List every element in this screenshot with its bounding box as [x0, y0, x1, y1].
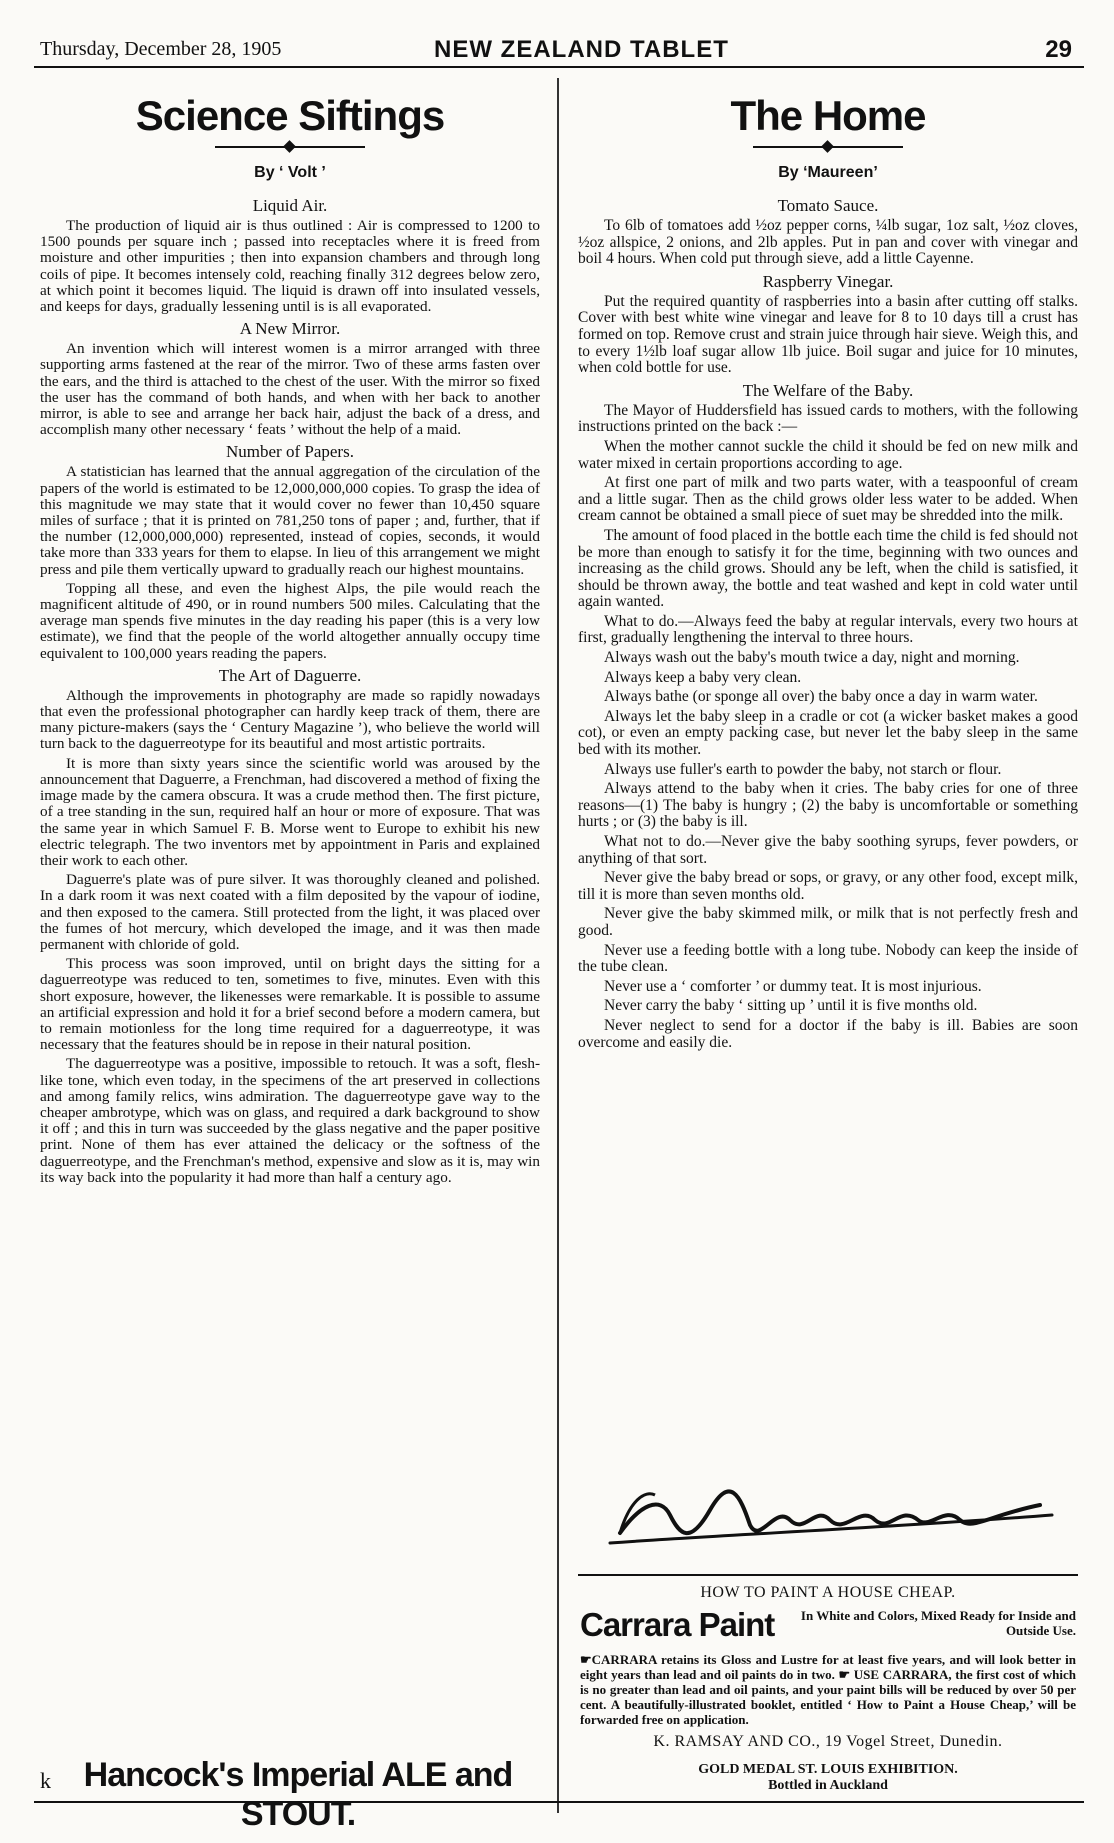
article-paragraph: Never neglect to send for a doctor if the baby is ill. Babies are soon overcome and easily die.: [578, 1016, 1078, 1051]
article-paragraph: At first one part of milk and two parts water, with a teaspoonful of cream and a little sugar. Then as the child grows older less water to be added. When cream cannot be obtained a small piece of suet may be shredded into the milk.: [578, 474, 1078, 525]
ad-body: ☛CARRARA retains its Gloss and Lustre for at least five years, and will look better in eight years than lead and oil paints do in two. ☛ USE CARRARA, the first cost of which is no greater than lead and oil paints, and your paint bills will be reduced by over 50 per cent. A beautifully-illustrated booklet, entitled ‘ How to Paint a House Cheap,’ will be forwarded free on application.: [580, 1652, 1076, 1727]
article-paragraph: The daguerreotype was a positive, impossible to retouch. It was a soft, flesh-like tone, which even today, in the specimens of the art preserved in collections and among family relics, wins admiration. The daguerreotype gave way to the cheaper ambrotype, which was on glass, and required a dark background to show it off ; and this in turn was succeeded by the glass negative and the paper positive print. None of them has ever attained the delicacy or the softness of the daguerreotype, and the Frenchman's method, expensive and slow as it is, may win its way back into the popularity it had more than half a century ago.: [40, 1055, 540, 1186]
column-title: The Home: [730, 92, 926, 139]
article-paragraph: A statistician has learned that the annual aggregation of the circulation of the papers of the world is estimated to be 12,000,000,000 copies. To grasp the idea of this magnitude we may state that it would cover no fewer than 10,450 square miles of surface ; that it is printed on 781,250 tons of paper ; and, further, that if the number (12,000,000,000) represented, instead of copies, seconds, it would take more than 333 years for them to elapse. In lieu of this arrangement we might press and pile them vertically upward to gradually reach our highest mountains.: [40, 463, 540, 578]
ad-headline: HOW TO PAINT A HOUSE CHEAP.: [700, 1584, 956, 1601]
article-paragraph: Never use a feeding bottle with a long tube. Nobody can keep the inside of the tube clean.: [578, 941, 1078, 976]
science-column: [40, 84, 540, 1189]
ale-mark: k: [40, 1768, 51, 1793]
article-paragraph: Although the improvements in photography are made so rapidly nowadays that even the professional photographer can hardly keep track of them, there are many picture-makers (says the ‘ Century Magazine ’), who believe the world will turn back to the daguerreotype for its beautiful and most artistic portraits.: [40, 686, 540, 753]
title-ornament: [753, 146, 903, 154]
title-ornament: [215, 146, 365, 154]
bottled-line: Bottled in Auckland: [768, 1778, 888, 1793]
article-paragraph: To 6lb of tomatoes add ½oz pepper corns, ¼lb sugar, 1oz salt, ½oz cloves, ½oz allspice, 2 onions, and 2lb apples. Put in pan and cover with vinegar and boil 4 hours. When cold put through sieve, add a little Cayenne.: [578, 217, 1078, 268]
newspaper-title: NEW ZEALAND TABLET: [434, 36, 729, 63]
article-paragraph: Never give the baby bread or sops, or gravy, or any other food, except milk, till it is more than seven months old.: [578, 869, 1078, 903]
column-title: Science Siftings: [135, 92, 445, 139]
section-heading: The Welfare of the Baby.: [742, 380, 914, 400]
bottom-rule: [34, 1801, 1084, 1803]
article-paragraph: Never carry the baby ‘ sitting up ’ until it is five months old.: [604, 997, 978, 1015]
article-paragraph: An invention which will interest women is a mirror arranged with three supporting arms fastened at the rear of the mirror. Two of these arms fasten over the ears, and the third is attached to the chest of the user. With the mirror so fixed the user has the command of both hands, and when with her back to another mirror, is able to see and arrange her back hair, adjust the back of a dress, and accomplish many other necessary ‘ feats ’ without the help of a maid.: [40, 340, 540, 439]
column-divider: [557, 78, 559, 1813]
column-byline: By ‘ Volt ’: [254, 164, 326, 181]
section-heading: A New Mirror.: [239, 319, 341, 339]
article-paragraph: Never use a ‘ comforter ’ or dummy teat. It is most injurious.: [604, 977, 982, 995]
article-paragraph: Always wash out the baby's mouth twice a day, night and morning.: [604, 649, 1020, 667]
article-paragraph: The Mayor of Huddersfield has issued cards to mothers, with the following instructions printed on the back :—: [578, 401, 1078, 436]
page-header: [34, 26, 1084, 68]
article-paragraph: Daguerre's plate was of pure silver. It was thoroughly cleaned and polished. In a dark room it was next coated with a film deposited by the vapour of iodine, and then exposed to the camera. Still protected from the light, it was placed over the fumes of hot mercury, which developed the image, and it was then made permanent with chloride of gold.: [40, 871, 540, 953]
article-paragraph: Always use fuller's earth to powder the baby, not starch or flour.: [604, 760, 1002, 778]
issue-date: Thursday, December 28, 1905: [40, 38, 282, 60]
carrara-paint-ad: [580, 1584, 1076, 1751]
ad-brand-row: [580, 1606, 1076, 1650]
gold-medal-ad: [578, 1762, 1078, 1794]
section-heading: Liquid Air.: [252, 196, 328, 215]
article-paragraph: This process was soon improved, until on bright days the sitting for a daguerreotype was reduced to ten, sometimes to five, minutes. Even with this short exposure, however, the likenesses were remarkable. It is possible to assume an artificial expression and hold it for a brief second before a modern camera, but to remain motionless for the long time required for a daguerreotype, it was necessary that the features should be in repose in their natural position.: [40, 955, 540, 1054]
column-byline: By ‘Maureen’: [778, 164, 878, 181]
maureen-signature: [600, 1475, 1060, 1555]
article-paragraph: Never give the baby skimmed milk, or milk that is not perfectly fresh and good.: [578, 905, 1078, 939]
article-paragraph: Topping all these, and even the highest Alps, the pile would reach the magnificent altitude of 490, or in round numbers 500 miles. Calculating that the average man spends five minutes in the day reading his paper (this is a very low estimate), we find that the people of the world altogether annually occupy time equivalent to 100,000 years reading the papers.: [40, 579, 540, 662]
section-heading: Raspberry Vinegar.: [762, 271, 894, 291]
article-paragraph: Always let the baby sleep in a cradle or cot (a wicker basket makes a good cot), or even an empty packing case, but never let the baby sleep in the same bed with its mother.: [578, 707, 1078, 759]
gold-medal-line: GOLD MEDAL ST. LOUIS EXHIBITION.: [698, 1762, 958, 1777]
article-paragraph: Always attend to the baby when it cries. The baby cries for one of three reasons—(1) The baby is hungry ; (2) the baby is uncomfortable or something hurts ; or (3) the baby is ill.: [578, 780, 1078, 831]
hancocks-ale-ad: Hancock's Imperial ALE and STOUT.: [83, 1756, 513, 1833]
ad-address: K. RAMSAY AND CO., 19 Vogel Street, Dunedin.: [653, 1733, 1003, 1750]
article-paragraph: What to do.—Always feed the baby at regular intervals, every two hours at first, gradually lengthening the interval to three hours.: [578, 612, 1078, 647]
section-heading: Tomato Sauce.: [777, 196, 879, 215]
page-number: 29: [1045, 36, 1072, 63]
article-sections: [40, 196, 540, 1186]
article-paragraph: Always bathe (or sponge all over) the baby once a day in warm water.: [604, 688, 1038, 706]
section-heading: The Art of Daguerre.: [218, 665, 362, 685]
article-paragraph: The production of liquid air is thus outlined : Air is compressed to 1200 to 1500 pounds per square inch ; passed into receptacles where it is freed from moisture and other impurities ; then into expansion chambers and through long coils of pipe. It becomes intensely cold, reaching finally 312 degrees below zero, at which point it becomes liquid. The liquid is drawn off into insulated vessels, and keeps for days, gradually lessening until is is all evaporated.: [40, 217, 540, 316]
article-paragraph: Always keep a baby very clean.: [604, 668, 802, 686]
ad-top-rule: [578, 1574, 1078, 1576]
article-paragraph: It is more than sixty years since the scientific world was aroused by the announcement that Daguerre, a Frenchman, had discovered a method of fixing the image made by the camera obscura. It was a crude method then. The first picture, of a tree standing in the sun, required half an hour or more of exposure. That was the same year in which Samuel F. B. Morse went to Europe to exhibit his new electric telegraph. The two inventors met by appointment in Paris and explained their work to each other.: [40, 754, 540, 869]
home-column: [578, 84, 1078, 1054]
article-sections: [578, 196, 1078, 1051]
article-paragraph: What not to do.—Never give the baby soothing syrups, fever powders, or anything of that sort.: [578, 833, 1078, 867]
article-paragraph: Put the required quantity of raspberries into a basin after cutting off stalks. Cover with best white wine vinegar and leave for 8 to 10 days till a crust has formed on top. Remove crust and strain juice through hair sieve. Weigh this, and to every 1½lb loaf sugar allow 1lb juice. Boil sugar and juice for 10 minutes, when cold bottle for use.: [578, 292, 1078, 377]
section-heading: Number of Papers.: [226, 442, 354, 462]
article-paragraph: When the mother cannot suckle the child it should be fed on new milk and water mixed in certain proportions according to age.: [578, 437, 1078, 472]
ad-brand: Carrara Paint: [580, 1606, 775, 1643]
ad-tagline: In White and Colors, Mixed Ready for Inside and Outside Use.: [800, 1608, 1076, 1638]
article-paragraph: The amount of food placed in the bottle each time the child is fed should not be more than enough to satisfy it for the time, beginning with two ounces and increasing as the child grows. Should any be left, when the child is satisfied, it should be thrown away, the bottle and teat washed and kept in cold water until again wanted.: [578, 526, 1078, 611]
